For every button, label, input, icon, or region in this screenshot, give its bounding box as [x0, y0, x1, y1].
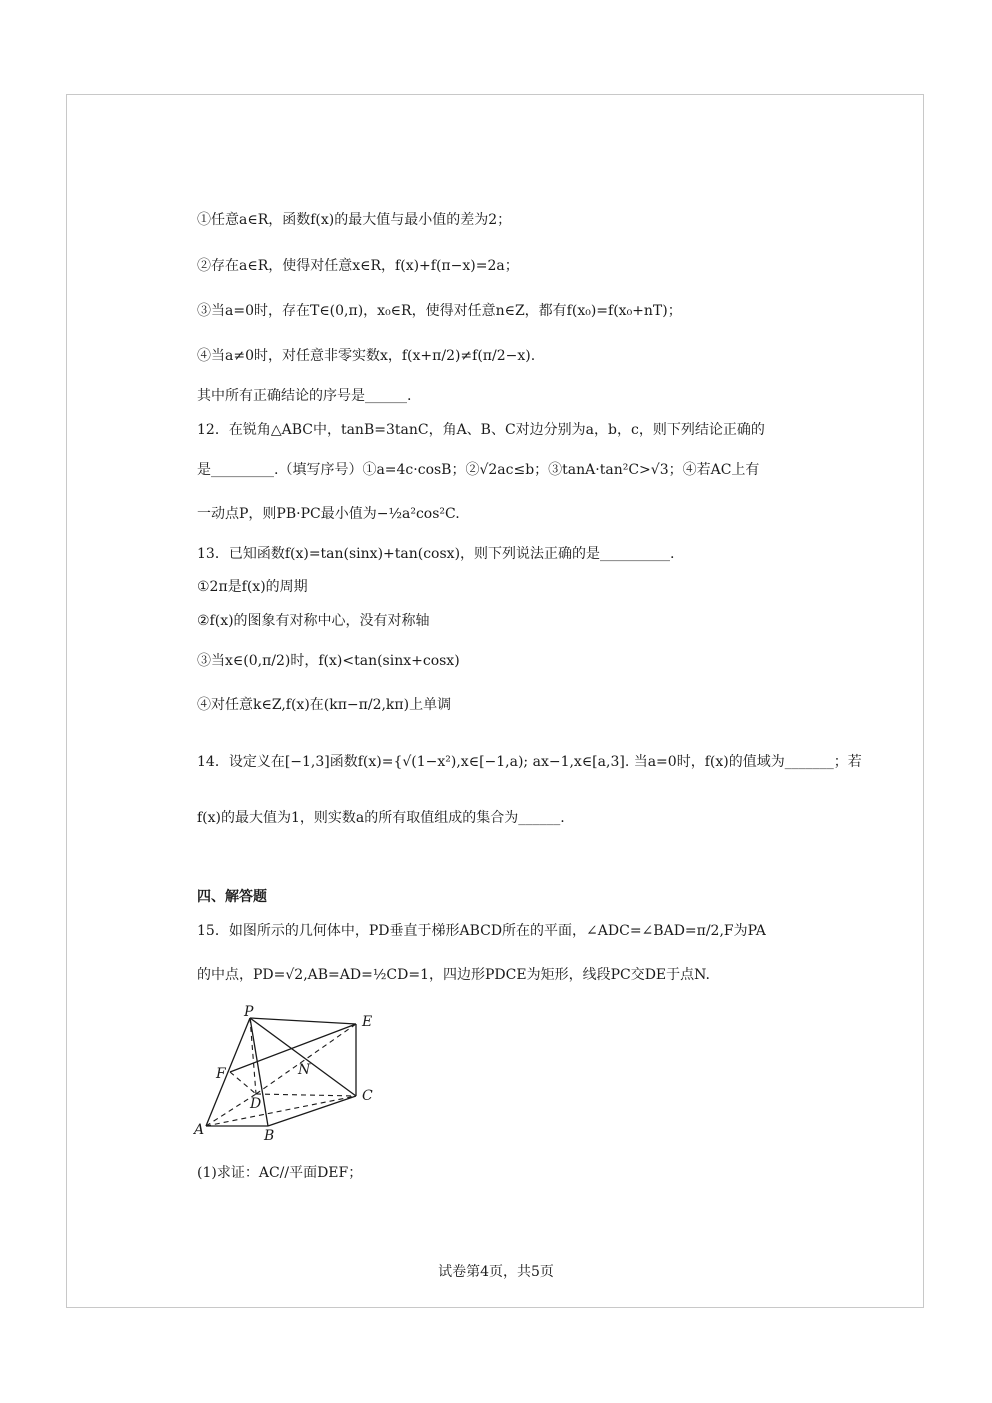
- question-15-part-1: (1)求证：AC//平面DEF；: [197, 1165, 363, 1181]
- label-d: D: [250, 1096, 262, 1112]
- statement-4: ④当a≠0时，对任意非零实数x，f(x+π/2)≠f(π/2−x).: [197, 348, 536, 364]
- label-p: P: [244, 1004, 254, 1020]
- question-14-line-2: f(x)的最大值为1，则实数a的所有取值组成的集合为______.: [197, 810, 565, 826]
- label-f: F: [216, 1066, 226, 1082]
- question-15-line-1: 15．如图所示的几何体中，PD垂直于梯形ABCD所在的平面，∠ADC=∠BAD=π/2,F为PA: [197, 923, 766, 939]
- question-13-option-4: ④对任意k∈Z,f(x)在(kπ−π/2,kπ)上单调: [197, 697, 452, 713]
- label-e: E: [362, 1014, 373, 1030]
- question-13-option-1: ①2π是f(x)的周期: [197, 579, 308, 595]
- question-12-line-2: 是_________.（填写序号）①a=4c·cosB；②√2ac≤b；③tanA·tan²C>√3；④若AC上有: [197, 462, 760, 478]
- label-n: N: [298, 1062, 311, 1078]
- geometry-figure: [190, 1004, 390, 1144]
- question-15-line-2: 的中点，PD=√2,AB=AD=½CD=1，四边形PDCE为矩形，线段PC交DE于点N.: [197, 967, 710, 983]
- question-12-line-3: 一动点P，则PB·PC最小值为−½a²cos²C.: [197, 506, 460, 522]
- section-heading: 四、解答题: [197, 889, 267, 905]
- label-a: A: [194, 1122, 205, 1138]
- solid-diagram: [190, 1004, 390, 1144]
- statement-3: ③当a=0时，存在T∈(0,π)，x₀∈R，使得对任意n∈Z，都有f(x₀)=f(x₀+nT)；: [197, 303, 682, 319]
- question-12-line-1: 12．在锐角△ABC中，tanB=3tanC，角A、B、C对边分别为a，b，c，则下列结论正确的: [197, 422, 765, 438]
- label-b: B: [264, 1128, 275, 1144]
- page-footer: 试卷第4页，共5页: [438, 1264, 554, 1280]
- question-14-line-1: 14．设定义在[−1,3]函数f(x)={√(1−x²),x∈[−1,a); ax−1,x∈[a,3]. 当a=0时，f(x)的值域为_______；若: [197, 754, 862, 770]
- question-13-option-3: ③当x∈(0,π/2)时，f(x)<tan(sinx+cosx): [197, 653, 460, 669]
- statement-1: ①任意a∈R，函数f(x)的最大值与最小值的差为2；: [197, 212, 512, 228]
- statement-2: ②存在a∈R，使得对任意x∈R，f(x)+f(π−x)=2a；: [197, 258, 519, 274]
- question-13-line-1: 13．已知函数f(x)=tan(sinx)+tan(cosx)，则下列说法正确的是__________.: [197, 546, 675, 562]
- question-11-prompt: 其中所有正确结论的序号是______.: [197, 388, 412, 404]
- label-c: C: [362, 1088, 373, 1104]
- question-13-option-2: ②f(x)的图象有对称中心，没有对称轴: [197, 613, 430, 629]
